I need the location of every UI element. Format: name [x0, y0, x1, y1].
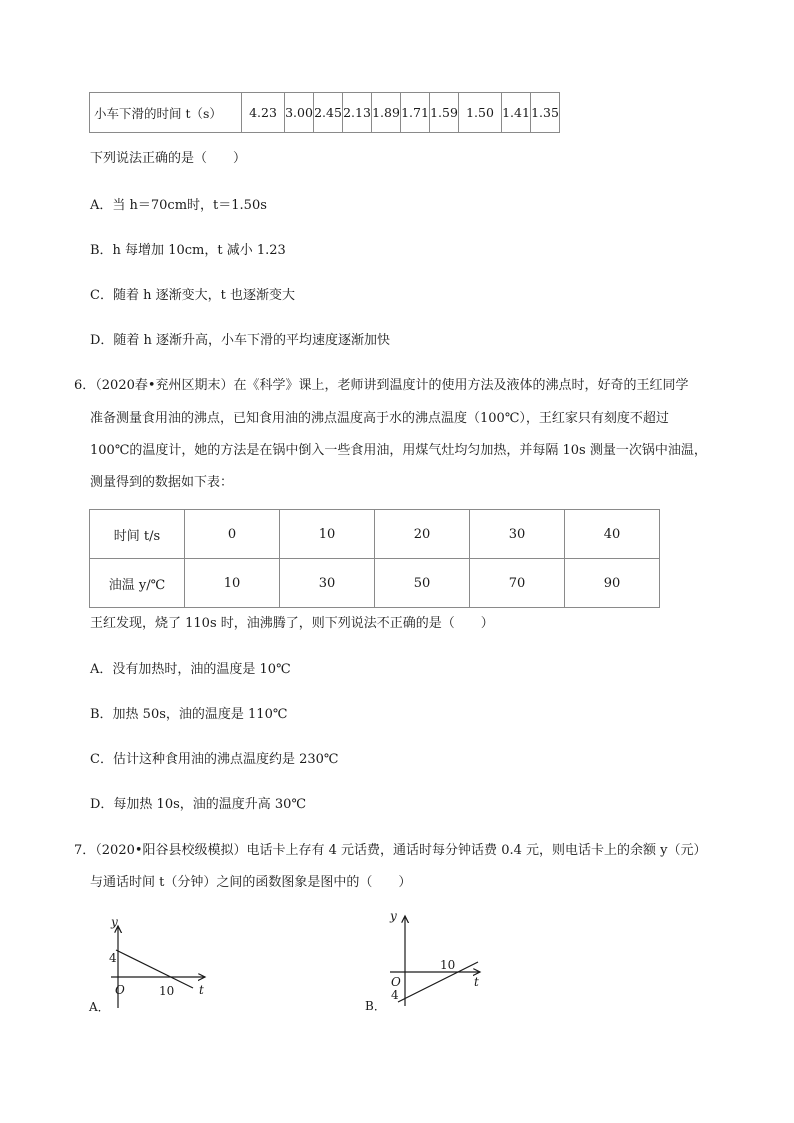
option-a: A．没有加热时，油的温度是 10℃	[90, 662, 291, 677]
question-prompt: 下列说法正确的是（ ）	[90, 151, 247, 166]
table-cell: 10	[185, 559, 280, 608]
option-label: B．	[365, 999, 386, 1013]
option-d: D．每加热 10s，油的温度升高 30℃	[90, 797, 306, 812]
option-b: B．h 每增加 10cm，t 减小 1.23	[90, 243, 286, 258]
table-cell: 40	[565, 510, 660, 559]
y-intercept-label: 4	[109, 951, 117, 965]
table-header-cell: 时间 t/s	[90, 510, 185, 559]
y-axis-label: y	[111, 915, 118, 929]
question-text: 准备测量食用油的沸点，已知食用油的沸点温度高于水的沸点温度（100℃），王红家只有刻度不超过	[90, 411, 669, 426]
question-text: 100℃的温度计，她的方法是在锅中倒入一些食用油，用煤气灶均匀加热，并每隔 10s 测量一次锅中油温，	[90, 443, 707, 458]
oil-temperature-table	[89, 509, 660, 608]
table-cell: 50	[375, 559, 470, 608]
table-header-cell: 小车下滑的时间 t（s）	[90, 93, 242, 133]
table-cell: 90	[565, 559, 660, 608]
table-cell: 70	[470, 559, 565, 608]
table-row	[90, 93, 560, 133]
question-text: 7．（2020•阳谷县校级模拟）电话卡上存有 4 元话费，通话时每分钟话费 0.4 元，则电话卡上的余额 y（元）	[74, 843, 707, 858]
table-row	[90, 510, 660, 559]
time-table	[89, 92, 560, 133]
table-cell: 30	[280, 559, 375, 608]
option-d: D．随着 h 逐渐升高，小车下滑的平均速度逐渐加快	[90, 333, 391, 348]
table-cell: 4.23	[242, 93, 285, 133]
option-c: C．随着 h 逐渐变大，t 也逐渐变大	[90, 288, 295, 303]
table-cell: 20	[375, 510, 470, 559]
table-cell: 0	[185, 510, 280, 559]
table-header-cell: 油温 y/℃	[90, 559, 185, 608]
table-cell: 30	[470, 510, 565, 559]
table-cell: 3.00	[285, 93, 314, 133]
t-intercept-label: 10	[440, 958, 456, 972]
table-cell: 2.13	[343, 93, 372, 133]
x-axis-label: t	[199, 983, 204, 997]
table-cell: 1.35	[531, 93, 560, 133]
option-label: A．	[89, 1000, 110, 1014]
question-prompt: 王红发现，烧了 110s 时，油沸腾了，则下列说法不正确的是（ ）	[90, 616, 494, 631]
table-row	[90, 559, 660, 608]
table-cell: 1.59	[430, 93, 459, 133]
y-intercept-label: 4	[391, 988, 399, 1002]
option-a: A．当 h＝70cm时，t＝1.50s	[90, 198, 267, 213]
origin-label: O	[391, 975, 401, 989]
x-axis-label: t	[474, 975, 479, 989]
table-cell: 1.50	[459, 93, 502, 133]
graph-b	[360, 906, 500, 1018]
table-cell: 1.71	[401, 93, 430, 133]
option-c: C．估计这种食用油的沸点温度约是 230℃	[90, 752, 339, 767]
table-cell: 10	[280, 510, 375, 559]
t-intercept-label: 10	[159, 984, 175, 998]
question-text: 6．（2020春•兖州区期末）在《科学》课上，老师讲到温度计的使用方法及液体的沸点时，好奇的王红同学	[74, 378, 689, 393]
graph-line	[398, 962, 478, 1002]
table-cell: 1.41	[502, 93, 531, 133]
y-axis-label: y	[390, 909, 397, 923]
graph-a	[85, 910, 225, 1020]
origin-label: O	[115, 983, 125, 997]
question-text: 与通话时间 t（分钟）之间的函数图象是图中的（ ）	[90, 875, 412, 890]
question-text: 测量得到的数据如下表：	[90, 475, 234, 490]
table-cell: 1.89	[372, 93, 401, 133]
graph-line	[116, 950, 193, 988]
table-cell: 2.45	[314, 93, 343, 133]
option-b: B．加热 50s，油的温度是 110℃	[90, 707, 288, 722]
